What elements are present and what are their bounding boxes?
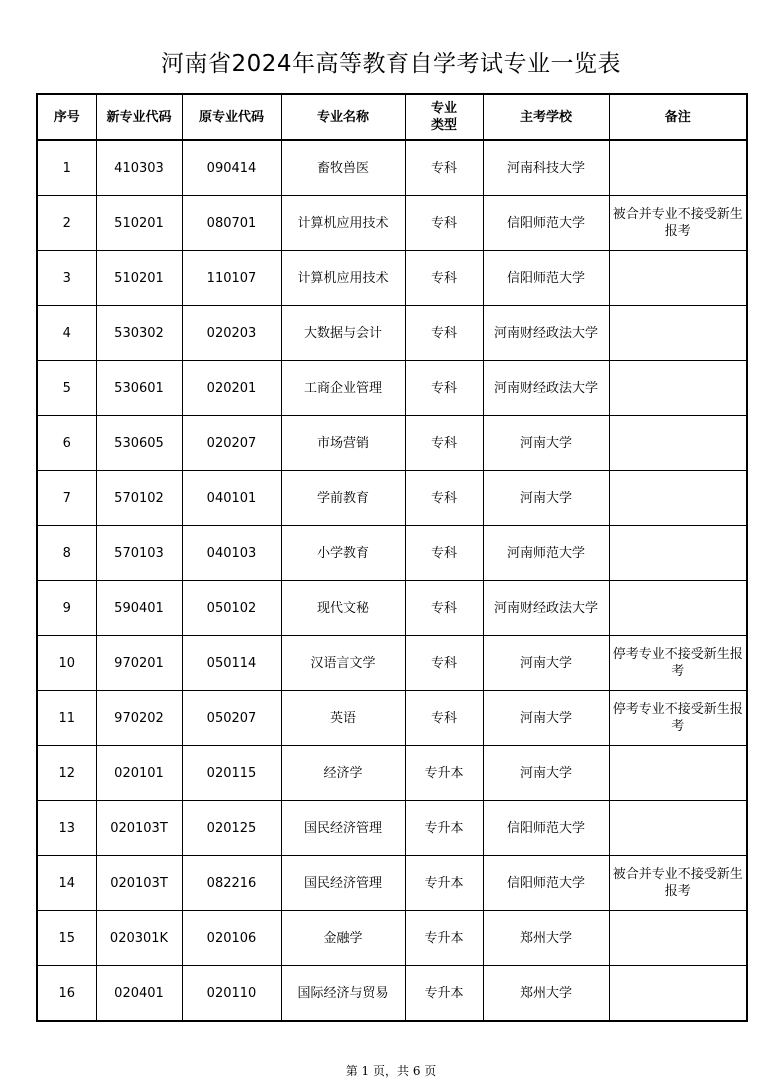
cell-old-code: 040101 — [182, 471, 281, 526]
table-header — [37, 94, 747, 140]
cell-old-code: 020106 — [182, 911, 281, 966]
cell-seq: 16 — [37, 966, 96, 1022]
cell-old-code: 020115 — [182, 746, 281, 801]
cell-note: 被合并专业不接受新生报考 — [609, 196, 747, 251]
table-row — [37, 581, 747, 636]
cell-note — [609, 746, 747, 801]
cell-old-code: 090414 — [182, 140, 281, 196]
cell-major-name: 英语 — [281, 691, 405, 746]
cell-new-code: 410303 — [96, 140, 182, 196]
page-title: 河南省2024年高等教育自学考试专业一览表 — [160, 51, 622, 77]
cell-new-code: 530605 — [96, 416, 182, 471]
cell-note: 被合并专业不接受新生报考 — [609, 856, 747, 911]
cell-new-code: 970201 — [96, 636, 182, 691]
cell-major-type: 专科 — [405, 471, 483, 526]
cell-school: 河南大学 — [483, 636, 609, 691]
cell-old-code: 040103 — [182, 526, 281, 581]
cell-school: 郑州大学 — [483, 911, 609, 966]
cell-major-name: 经济学 — [281, 746, 405, 801]
cell-seq: 14 — [37, 856, 96, 911]
cell-note: 停考专业不接受新生报考 — [609, 636, 747, 691]
table-row — [37, 911, 747, 966]
cell-major-name: 现代文秘 — [281, 581, 405, 636]
table-row — [37, 966, 747, 1022]
cell-seq: 9 — [37, 581, 96, 636]
cell-old-code: 080701 — [182, 196, 281, 251]
cell-new-code: 570103 — [96, 526, 182, 581]
cell-note — [609, 526, 747, 581]
cell-seq: 10 — [37, 636, 96, 691]
cell-school: 河南大学 — [483, 746, 609, 801]
table-row — [37, 140, 747, 196]
cell-seq: 1 — [37, 140, 96, 196]
cell-school: 河南师范大学 — [483, 526, 609, 581]
cell-school: 河南科技大学 — [483, 140, 609, 196]
header-school: 主考学校 — [483, 94, 609, 140]
table-row — [37, 416, 747, 471]
table-row — [37, 361, 747, 416]
header-new-code: 新专业代码 — [96, 94, 182, 140]
cell-major-name: 金融学 — [281, 911, 405, 966]
cell-new-code: 530302 — [96, 306, 182, 361]
table-row — [37, 306, 747, 361]
cell-old-code: 050102 — [182, 581, 281, 636]
cell-seq: 3 — [37, 251, 96, 306]
table-row — [37, 801, 747, 856]
cell-major-name: 国际经济与贸易 — [281, 966, 405, 1022]
cell-major-type: 专科 — [405, 526, 483, 581]
cell-seq: 2 — [37, 196, 96, 251]
cell-note — [609, 966, 747, 1022]
major-list-table — [36, 93, 748, 1022]
cell-seq: 6 — [37, 416, 96, 471]
table-row — [37, 471, 747, 526]
cell-major-name: 大数据与会计 — [281, 306, 405, 361]
cell-major-name: 汉语言文学 — [281, 636, 405, 691]
table-row — [37, 636, 747, 691]
cell-new-code: 530601 — [96, 361, 182, 416]
table-row — [37, 691, 747, 746]
cell-major-type: 专科 — [405, 416, 483, 471]
cell-new-code: 570102 — [96, 471, 182, 526]
cell-note — [609, 140, 747, 196]
cell-new-code: 020301K — [96, 911, 182, 966]
table-row — [37, 526, 747, 581]
cell-note — [609, 801, 747, 856]
cell-seq: 13 — [37, 801, 96, 856]
cell-school: 信阳师范大学 — [483, 801, 609, 856]
cell-major-type: 专科 — [405, 581, 483, 636]
cell-seq: 7 — [37, 471, 96, 526]
cell-old-code: 020203 — [182, 306, 281, 361]
cell-school: 信阳师范大学 — [483, 856, 609, 911]
table-body — [37, 140, 747, 1021]
cell-note — [609, 471, 747, 526]
cell-school: 河南财经政法大学 — [483, 581, 609, 636]
header-major-name: 专业名称 — [281, 94, 405, 140]
table-row — [37, 196, 747, 251]
cell-old-code: 020125 — [182, 801, 281, 856]
cell-major-type: 专升本 — [405, 911, 483, 966]
cell-school: 河南大学 — [483, 691, 609, 746]
cell-note — [609, 361, 747, 416]
cell-new-code: 510201 — [96, 196, 182, 251]
cell-seq: 11 — [37, 691, 96, 746]
cell-new-code: 970202 — [96, 691, 182, 746]
table-row — [37, 746, 747, 801]
cell-major-type: 专科 — [405, 306, 483, 361]
cell-note — [609, 416, 747, 471]
cell-major-name: 学前教育 — [281, 471, 405, 526]
cell-old-code: 020201 — [182, 361, 281, 416]
cell-major-name: 小学教育 — [281, 526, 405, 581]
cell-seq: 5 — [37, 361, 96, 416]
cell-major-type: 专科 — [405, 361, 483, 416]
table-row — [37, 251, 747, 306]
cell-old-code: 050114 — [182, 636, 281, 691]
cell-school: 郑州大学 — [483, 966, 609, 1022]
cell-major-name: 市场营销 — [281, 416, 405, 471]
page-footer: 第 1 页，共 6 页 — [345, 1064, 437, 1078]
cell-seq: 12 — [37, 746, 96, 801]
cell-major-type: 专科 — [405, 251, 483, 306]
cell-new-code: 020103T — [96, 856, 182, 911]
cell-new-code: 020401 — [96, 966, 182, 1022]
cell-school: 河南大学 — [483, 471, 609, 526]
cell-school: 河南财经政法大学 — [483, 361, 609, 416]
cell-old-code: 110107 — [182, 251, 281, 306]
cell-note — [609, 306, 747, 361]
table-row — [37, 856, 747, 911]
cell-major-name: 畜牧兽医 — [281, 140, 405, 196]
cell-note — [609, 581, 747, 636]
header-major-type: 专业类型 — [405, 94, 483, 140]
cell-note — [609, 911, 747, 966]
cell-note: 停考专业不接受新生报考 — [609, 691, 747, 746]
cell-old-code: 082216 — [182, 856, 281, 911]
cell-school: 信阳师范大学 — [483, 196, 609, 251]
cell-seq: 8 — [37, 526, 96, 581]
cell-major-type: 专科 — [405, 636, 483, 691]
cell-new-code: 590401 — [96, 581, 182, 636]
cell-major-name: 计算机应用技术 — [281, 196, 405, 251]
cell-major-type: 专科 — [405, 691, 483, 746]
cell-old-code: 020110 — [182, 966, 281, 1022]
cell-new-code: 020103T — [96, 801, 182, 856]
cell-note — [609, 251, 747, 306]
header-note: 备注 — [609, 94, 747, 140]
cell-major-type: 专升本 — [405, 801, 483, 856]
cell-major-name: 工商企业管理 — [281, 361, 405, 416]
cell-major-name: 计算机应用技术 — [281, 251, 405, 306]
cell-major-type: 专升本 — [405, 966, 483, 1022]
header-seq: 序号 — [37, 94, 96, 140]
cell-major-type: 专升本 — [405, 746, 483, 801]
cell-new-code: 020101 — [96, 746, 182, 801]
cell-seq: 15 — [37, 911, 96, 966]
cell-school: 信阳师范大学 — [483, 251, 609, 306]
cell-new-code: 510201 — [96, 251, 182, 306]
cell-school: 河南财经政法大学 — [483, 306, 609, 361]
cell-major-name: 国民经济管理 — [281, 801, 405, 856]
header-old-code: 原专业代码 — [182, 94, 281, 140]
cell-major-type: 专科 — [405, 196, 483, 251]
cell-major-type: 专升本 — [405, 856, 483, 911]
cell-old-code: 020207 — [182, 416, 281, 471]
cell-school: 河南大学 — [483, 416, 609, 471]
header-row — [37, 94, 747, 140]
cell-major-name: 国民经济管理 — [281, 856, 405, 911]
cell-old-code: 050207 — [182, 691, 281, 746]
cell-major-type: 专科 — [405, 140, 483, 196]
cell-seq: 4 — [37, 306, 96, 361]
